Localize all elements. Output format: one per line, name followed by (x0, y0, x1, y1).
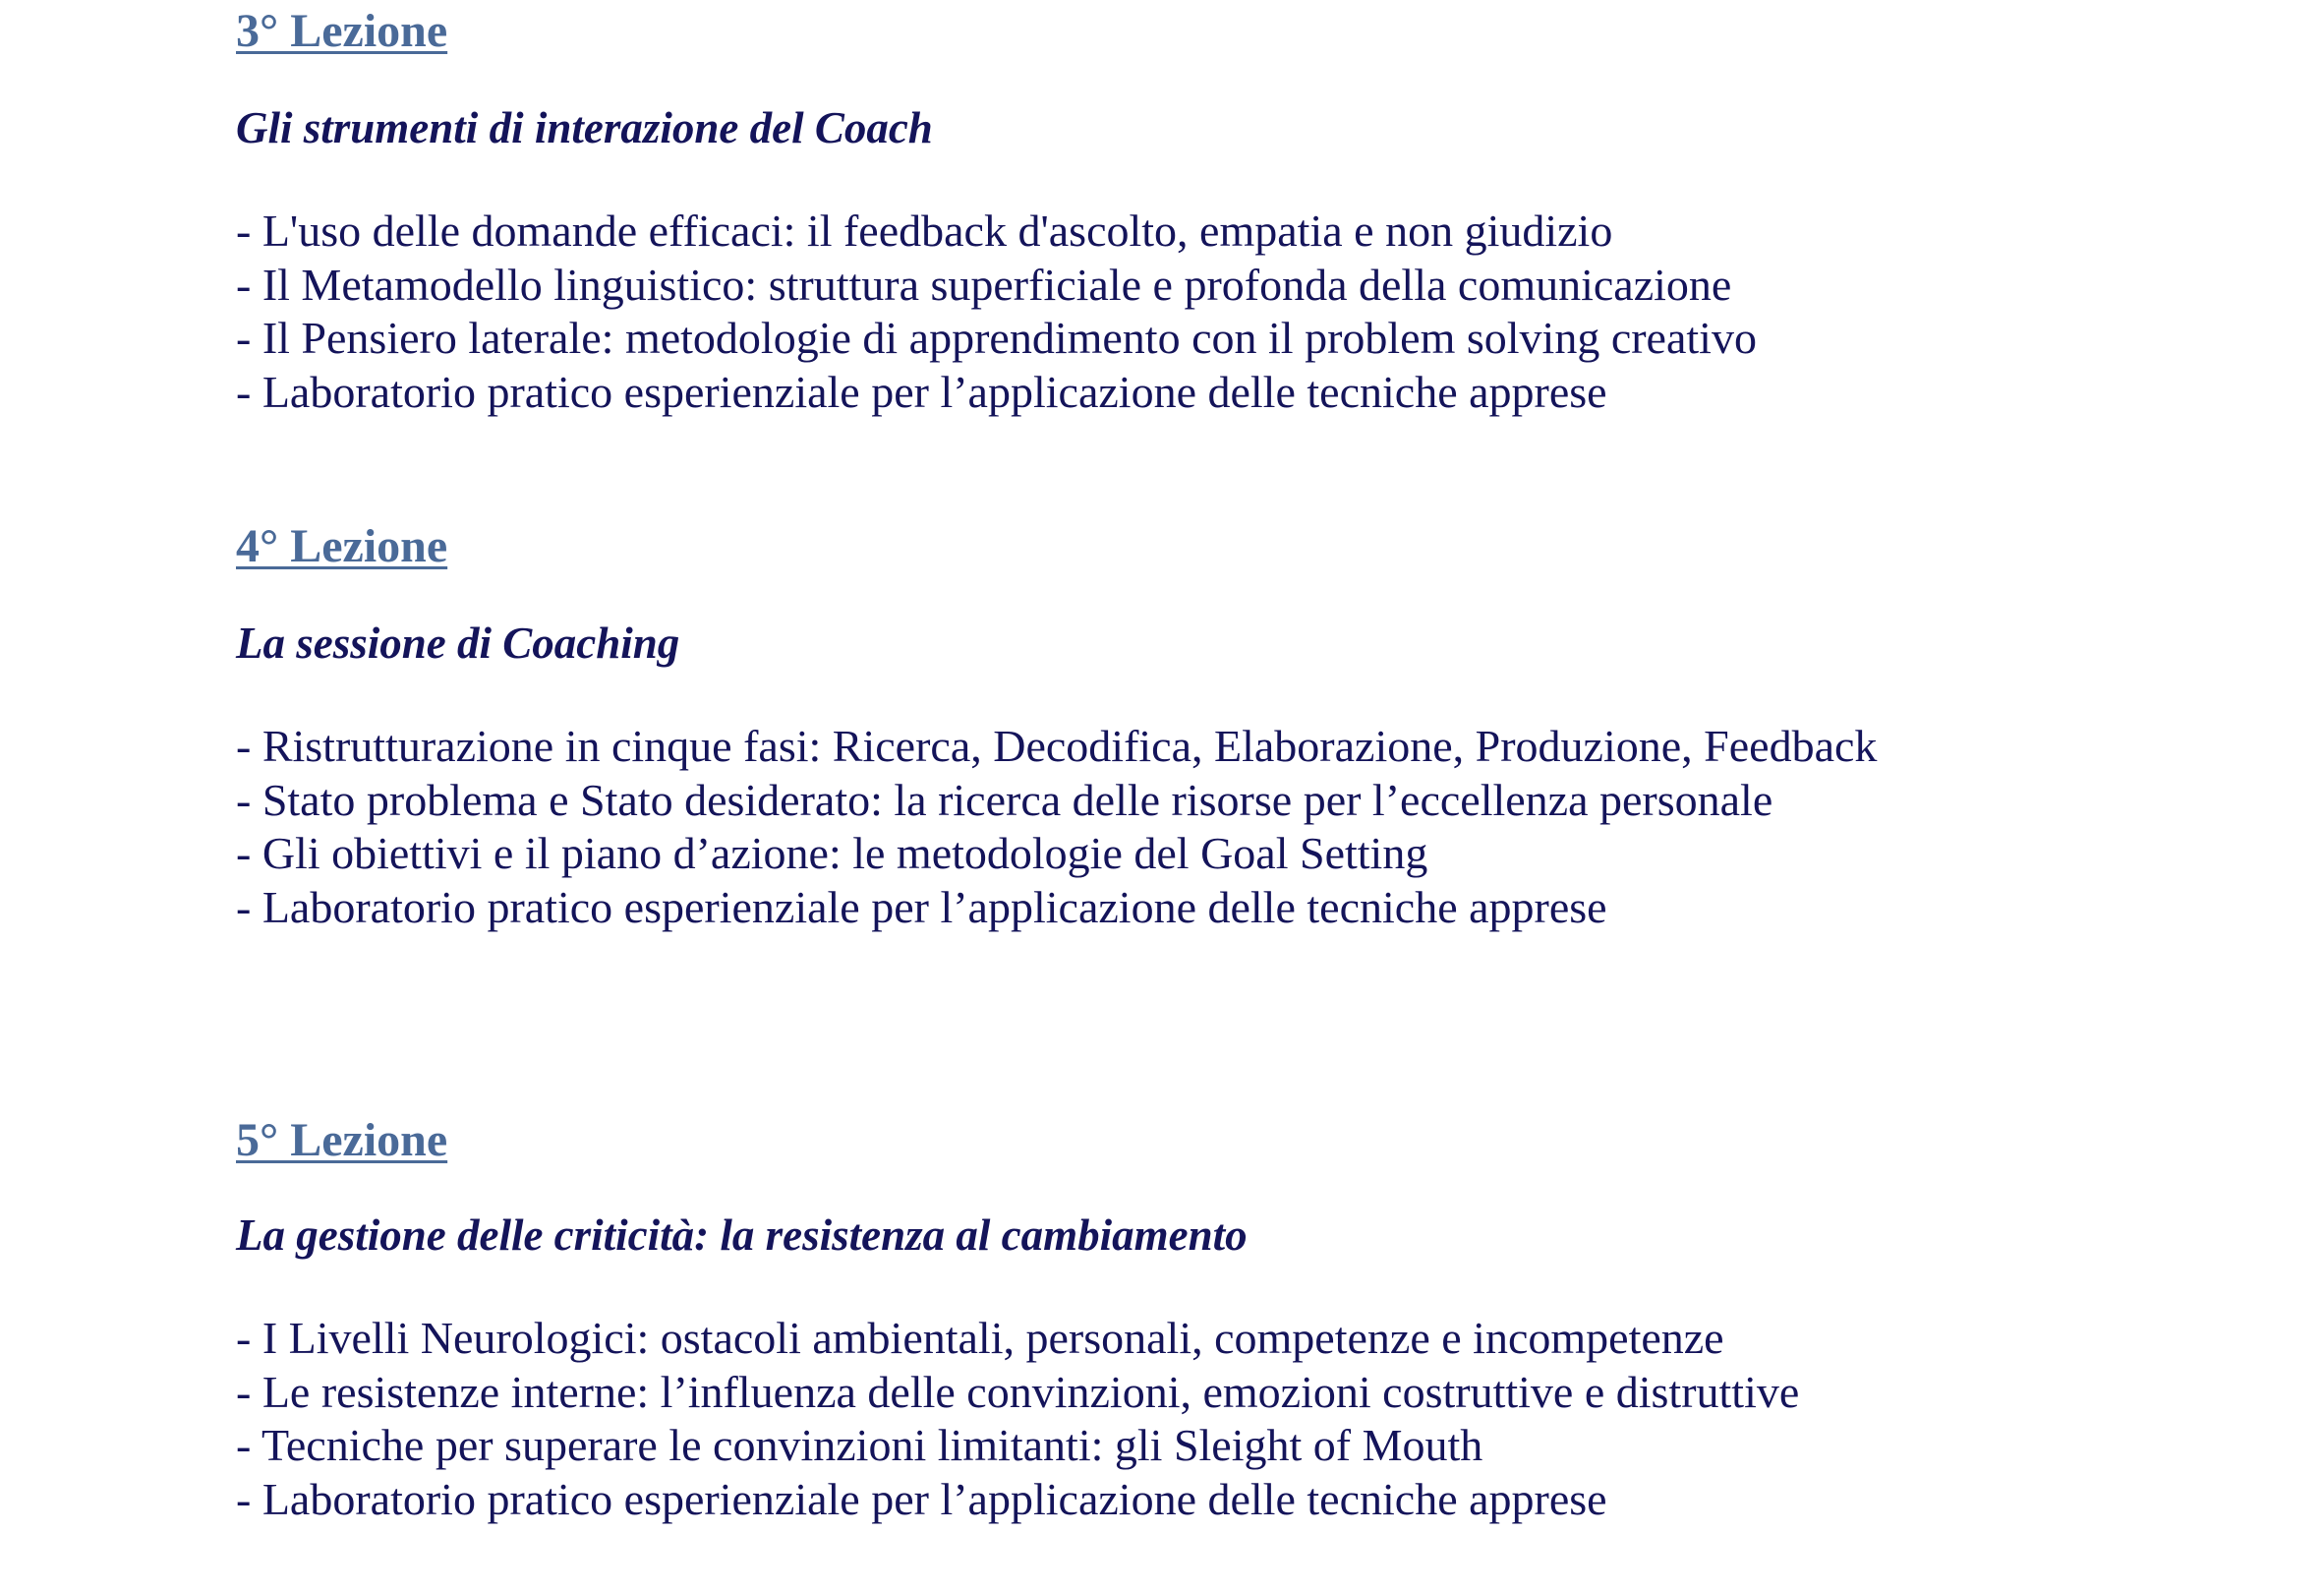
lesson-5-topic-list (236, 1312, 2025, 1526)
list-item: - Tecniche per superare le convinzioni limitanti: gli Sleight of Mouth (236, 1420, 1483, 1470)
lesson-5-subtitle: La gestione delle criticità: la resistenza al cambiamento (236, 1210, 1248, 1260)
list-item: - Stato problema e Stato desiderato: la ricerca delle risorse per l’eccellenza personale (236, 774, 1773, 825)
lesson-4-title[interactable]: 4° Lezione (236, 520, 448, 572)
lesson-3-title[interactable]: 3° Lezione (236, 5, 448, 57)
list-item: - L'uso delle domande efficaci: il feedback d'ascolto, empatia e non giudizio (236, 206, 1613, 256)
list-item: - Il Metamodello linguistico: struttura superficiale e profonda della comunicazione (236, 259, 1732, 310)
lesson-3-subtitle: Gli strumenti di interazione del Coach (236, 103, 933, 152)
list-item: - Laboratorio pratico esperienziale per l’applicazione delle tecniche apprese (236, 1473, 1607, 1524)
list-item: - Laboratorio pratico esperienziale per l’applicazione delle tecniche apprese (236, 366, 1607, 417)
lesson-4-subtitle: La sessione di Coaching (236, 619, 680, 668)
list-item: - Gli obiettivi e il piano d’azione: le metodologie del Goal Setting (236, 828, 1428, 878)
lesson-4-topic-list (236, 720, 2025, 934)
list-item: - Il Pensiero laterale: metodologie di apprendimento con il problem solving creativo (236, 313, 1757, 363)
lesson-5-title[interactable]: 5° Lezione (236, 1114, 448, 1166)
list-item: - Laboratorio pratico esperienziale per l’applicazione delle tecniche apprese (236, 881, 1607, 932)
list-item: - Ristrutturazione in cinque fasi: Ricerca, Decodifica, Elaborazione, Produzione, Feedback (236, 721, 1878, 771)
list-item: - Le resistenze interne: l’influenza delle convinzioni, emozioni costruttive e distruttive (236, 1366, 1800, 1417)
lesson-3-topic-list (236, 205, 2025, 419)
list-item: - I Livelli Neurologici: ostacoli ambientali, personali, competenze e incompetenze (236, 1313, 1724, 1363)
